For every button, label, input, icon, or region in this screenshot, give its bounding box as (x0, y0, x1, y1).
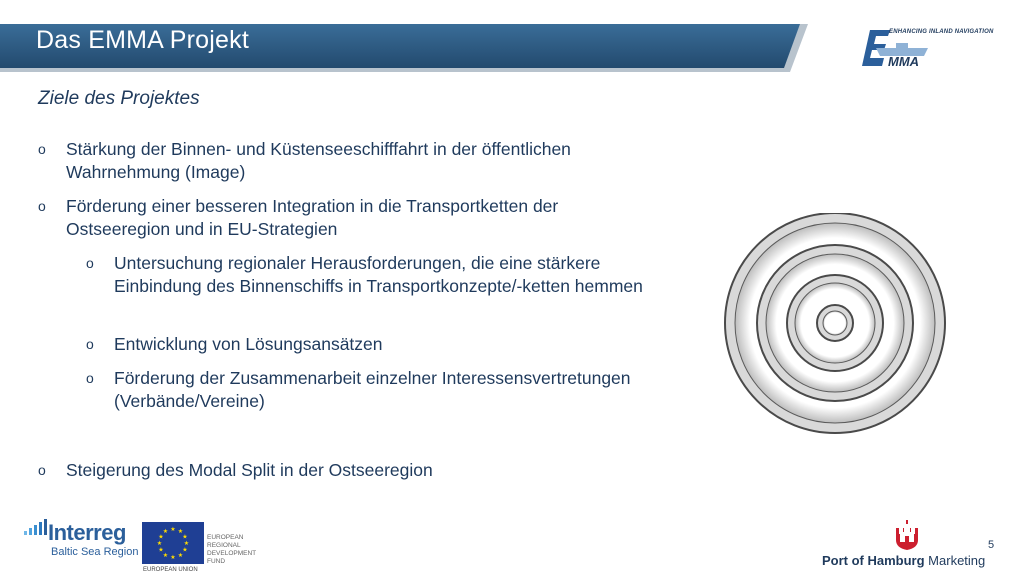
bullet-text: Steigerung des Modal Split in der Ostseeregion (66, 460, 433, 480)
svg-text:★: ★ (156, 540, 163, 547)
svg-text:★: ★ (158, 533, 164, 541)
bullet-text: Untersuchung regionaler Herausforderungen, die eine stärkere Einbindung des Binnenschiffs in Transportkonzepte/-ketten hemmen (114, 253, 643, 296)
eu-fund-line: DEVELOPMENT (207, 550, 257, 557)
svg-text:★: ★ (183, 540, 190, 547)
sub-bullet-item (86, 333, 656, 356)
svg-text:★: ★ (158, 546, 164, 554)
port-of-hamburg-logo (822, 553, 985, 568)
section-subtitle: Ziele des Projektes (38, 88, 200, 109)
sub-bullet-item (86, 252, 656, 298)
emma-tagline: ENHANCING INLAND NAVIGATION (889, 29, 994, 35)
bullet-marker: o (38, 462, 46, 478)
bullet-item (38, 195, 638, 241)
bullet-marker: o (86, 255, 94, 271)
bullet-item (38, 459, 638, 482)
eu-fund-label (207, 534, 277, 566)
svg-text:★: ★ (182, 533, 188, 541)
svg-text:★: ★ (182, 546, 188, 554)
svg-text:★: ★ (162, 552, 169, 559)
bullet-item (38, 138, 638, 184)
svg-text:★: ★ (177, 528, 184, 535)
bullet-marker: o (86, 336, 94, 352)
svg-text:★: ★ (162, 528, 169, 535)
hamburg-castle-icon (894, 520, 920, 550)
bullet-text: Förderung der Zusammenarbeit einzelner Interessensvertretungen (Verbände/Vereine) (114, 368, 631, 411)
interreg-logo-text: Interreg (48, 520, 126, 545)
port-logo-rest: Marketing (924, 553, 986, 568)
page-title: Das EMMA Projekt (36, 26, 249, 54)
eu-fund-line: FUND (207, 558, 226, 565)
svg-text:★: ★ (170, 554, 176, 561)
svg-text:★: ★ (170, 526, 176, 533)
bullet-marker: o (86, 370, 94, 386)
emma-logo-text: MMA (888, 54, 920, 69)
bullet-marker: o (38, 198, 46, 214)
port-logo-bold: Port of Hamburg (822, 553, 925, 568)
interreg-region: Baltic Sea Region (51, 546, 139, 558)
eu-fund-line: EUROPEAN (207, 534, 244, 541)
eu-union-label: EUROPEAN UNION (143, 567, 198, 573)
eu-fund-line: REGIONAL (207, 542, 241, 549)
bullet-text: Stärkung der Binnen- und Küstenseeschifffahrt in der öffentlichen Wahrnehmung (Image) (66, 139, 571, 182)
eu-flag-icon (142, 522, 204, 564)
bullet-marker: o (38, 141, 46, 157)
bullet-text: Förderung einer besseren Integration in die Transportketten der Ostseeregion und in EU-Strategien (66, 196, 559, 239)
svg-text:★: ★ (177, 552, 184, 559)
target-rings-graphic (720, 213, 950, 443)
sub-bullet-item (86, 367, 656, 413)
bullet-text: Entwicklung von Lösungsansätzen (114, 334, 383, 354)
page-number: 5 (988, 539, 995, 551)
